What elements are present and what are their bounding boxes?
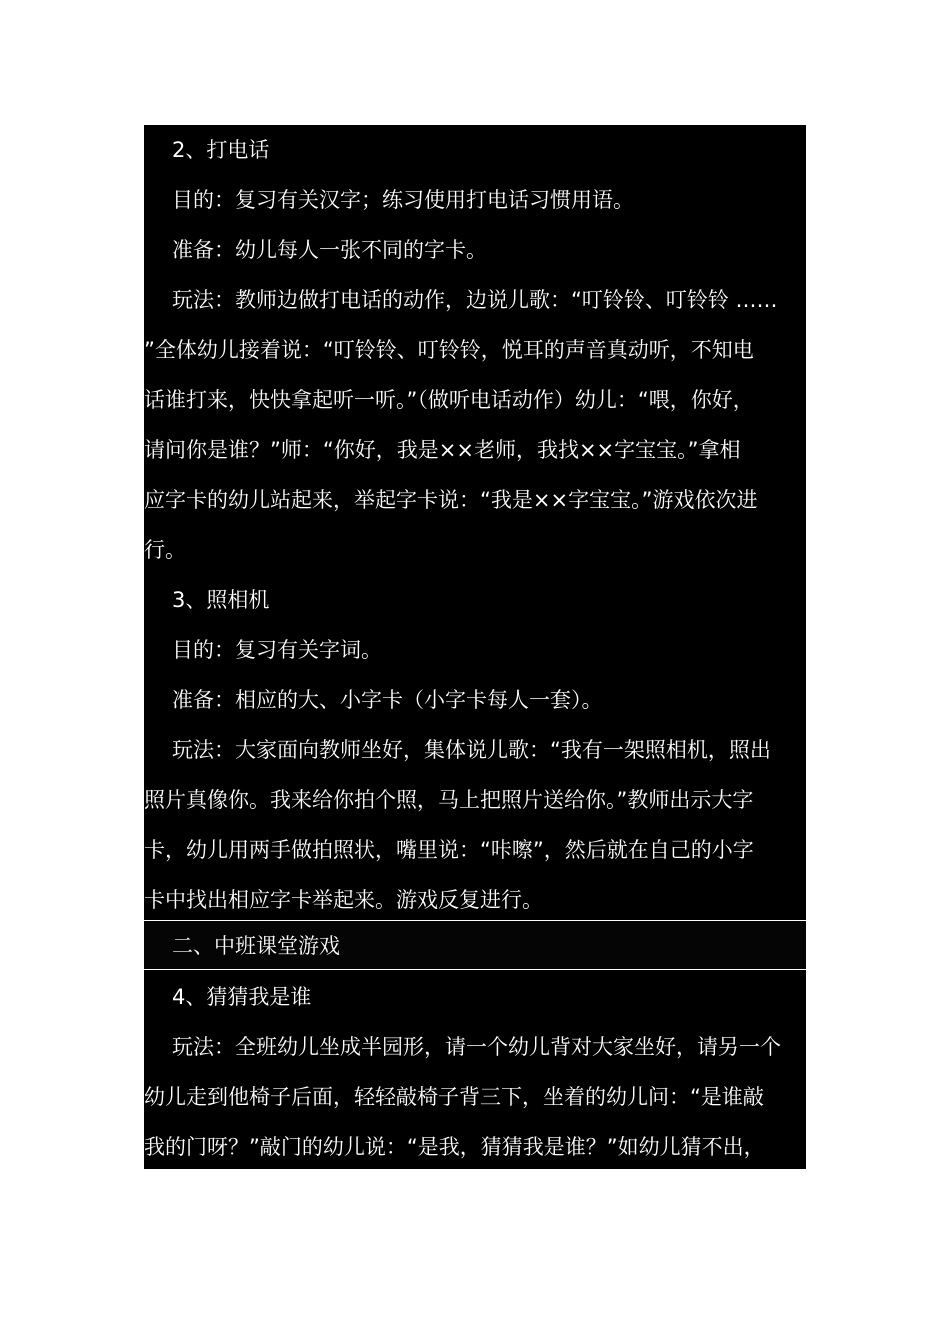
game2-play-line: 玩法：教师边做打电话的动作，边说儿歌：“叮铃铃、叮铃铃 ……	[172, 288, 778, 312]
section-title: 二、中班课堂游戏	[172, 934, 340, 958]
text-block-games-2-3	[144, 125, 806, 920]
game3-play-line: 卡中找出相应字卡举起来。游戏反复进行。	[144, 888, 543, 912]
game3-play-line: 玩法：大家面向教师坐好，集体说儿歌：“我有一架照相机，照出	[172, 738, 771, 762]
game4-play-line: 我的门呀？”敲门的幼儿说：“是我，猜猜我是谁？”如幼儿猜不出，	[144, 1135, 765, 1159]
section-title-block	[144, 921, 806, 969]
game4-heading: 4、猜猜我是谁	[172, 985, 312, 1009]
game2-play-line: 应字卡的幼儿站起来，举起字卡说：“我是××字宝宝。”游戏依次进	[144, 488, 758, 512]
game4-play-line: 玩法：全班幼儿坐成半园形，请一个幼儿背对大家坐好，请另一个	[172, 1035, 781, 1059]
game2-play-line: 请问你是谁？”师：“你好，我是××老师，我找××字宝宝。”拿相	[144, 438, 741, 462]
game3-heading: 3、照相机	[172, 588, 270, 612]
game3-purpose: 目的：复习有关字词。	[172, 638, 382, 662]
game3-play-line: 卡，幼儿用两手做拍照状，嘴里说：“咔嚓”，然后就在自己的小字	[144, 838, 754, 862]
game3-prep: 准备：相应的大、小字卡（小字卡每人一套）。	[172, 688, 603, 712]
text-block-game-4	[144, 970, 806, 1169]
game3-play-line: 照片真像你。我来给你拍个照，马上把照片送给你。”教师出示大字	[144, 788, 754, 812]
game2-heading: 2、打电话	[172, 138, 270, 162]
game2-play-line: 行。	[144, 538, 186, 562]
game2-purpose: 目的：复习有关汉字；练习使用打电话习惯用语。	[172, 188, 634, 212]
game2-prep: 准备：幼儿每人一张不同的字卡。	[172, 238, 487, 262]
game2-play-line: ”全体幼儿接着说：“叮铃铃、叮铃铃，悦耳的声音真动听，不知电	[144, 338, 754, 362]
game4-play-line: 幼儿走到他椅子后面，轻轻敲椅子背三下，坐着的幼儿问：“是谁敲	[144, 1085, 764, 1109]
game2-play-line: 话谁打来，快快拿起听一听。”（做听电话动作）幼儿：“喂，你好，	[144, 388, 754, 412]
